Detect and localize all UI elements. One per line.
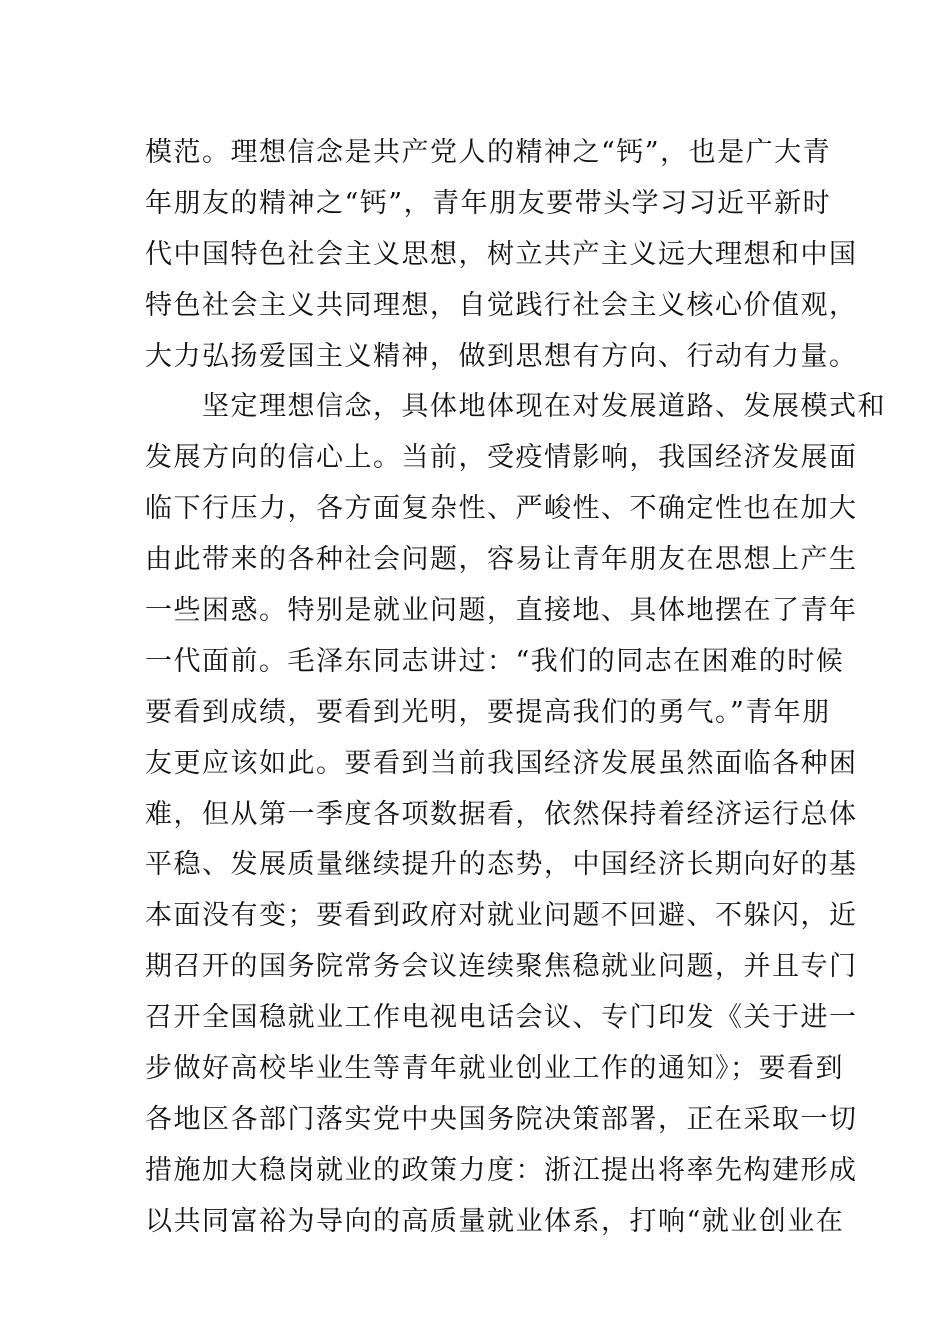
paragraph-2 xyxy=(145,382,886,1247)
text-line: 召开全国稳就业工作电视电话会议、专门印发《关于进一 xyxy=(145,1002,858,1034)
text-line: 发展方向的信心上。当前，受疫情影响，我国经济发展面 xyxy=(145,442,858,474)
text-line: 平稳、发展质量继续提升的态势，中国经济长期向好的基 xyxy=(145,849,858,881)
text-line: 临下行压力，各方面复杂性、严峻性、不确定性也在加大 xyxy=(145,493,858,525)
text-line: 友更应该如此。要看到当前我国经济发展虽然面临各种困 xyxy=(145,747,858,779)
text-line: 步做好高校毕业生等青年就业创业工作的通知》；要看到 xyxy=(145,1053,844,1085)
paragraph-1 xyxy=(145,128,858,382)
text-line: 坚定理想信念，具体地体现在对发展道路、发展模式和 xyxy=(145,391,886,423)
text-line: 由此带来的各种社会问题，容易让青年朋友在思想上产生 xyxy=(145,544,858,576)
text-line: 各地区各部门落实党中央国务院决策部署，正在采取一切 xyxy=(145,1103,858,1135)
text-line: 一代面前。毛泽东同志讲过：“我们的同志在困难的时候 xyxy=(145,645,845,677)
text-line: 一些困惑。特别是就业问题，直接地、具体地摆在了青年 xyxy=(145,595,858,627)
text-line: 特色社会主义共同理想，自觉践行社会主义核心价值观， xyxy=(145,289,858,321)
text-line: 本面没有变；要看到政府对就业问题不回避、不躲闪，近 xyxy=(145,900,858,932)
text-line: 大力弘扬爱国主义精神，做到思想有方向、行动有力量。 xyxy=(145,340,858,372)
text-line: 要看到成绩，要看到光明，要提高我们的勇气。”青年朋 xyxy=(145,696,831,728)
text-line: 难，但从第一季度各项数据看，依然保持着经济运行总体 xyxy=(145,798,858,830)
text-line: 模范。理想信念是共产党人的精神之“钙”，也是广大青 xyxy=(145,137,832,168)
text-line: 期召开的国务院常务会议连续聚焦稳就业问题，并且专门 xyxy=(145,951,858,983)
body-text xyxy=(145,128,886,1248)
text-line: 年朋友的精神之“钙”，青年朋友要带头学习习近平新时 xyxy=(145,187,832,219)
text-line: 措施加大稳岗就业的政策力度：浙江提出将率先构建形成 xyxy=(145,1154,858,1186)
text-line: 代中国特色社会主义思想，树立共产主义远大理想和中国 xyxy=(145,238,858,270)
text-line: 以共同富裕为导向的高质量就业体系，打响“就业创业在 xyxy=(145,1205,845,1237)
